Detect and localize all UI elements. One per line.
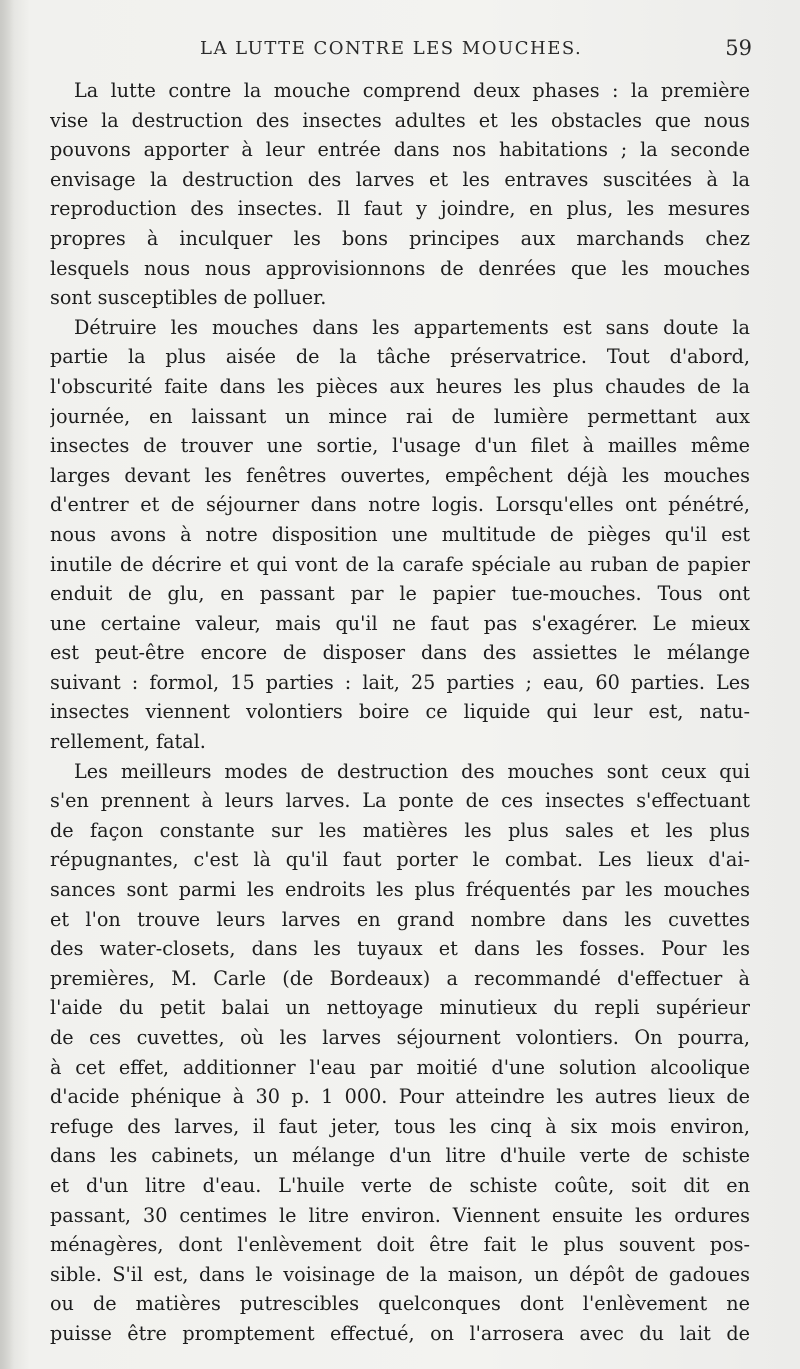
text-line: nous avons à notre disposition une multitude de pièges qu'il est: [50, 522, 750, 546]
text-line: sible. S'il est, dans le voisinage de la maison, un dépôt de gadoues: [50, 1262, 750, 1286]
text-line: et l'on trouve leurs larves en grand nombre dans les cuvettes: [50, 907, 750, 931]
text-line: insectes viennent volontiers boire ce liquide qui leur est, natu-: [50, 700, 750, 724]
text-line: à cet effet, additionner l'eau par moitié d'une solution alcoolique: [50, 1055, 750, 1079]
text-line: premières, M. Carle (de Bordeaux) a recommandé d'effectuer à: [50, 966, 750, 990]
text-line: et d'un litre d'eau. L'huile verte de schiste coûte, soit dit en: [50, 1173, 750, 1197]
paragraph: [50, 76, 750, 313]
text-line: l'obscurité faite dans les pièces aux heures les plus chaudes de la: [50, 374, 750, 398]
text-line: La lutte contre la mouche comprend deux phases : la première: [74, 79, 750, 102]
text-line: de ces cuvettes, où les larves séjournent volontiers. On pourra,: [50, 1026, 750, 1049]
text-line: pouvons apporter à leur entrée dans nos habitations ; la seconde: [50, 138, 750, 162]
text-line: s'en prennent à leurs larves. La ponte de ces insectes s'effectuant: [50, 789, 750, 813]
body-text: [50, 76, 750, 1349]
text-line: enduit de glu, en passant par le papier tue-mouches. Tous ont: [50, 582, 750, 606]
text-line: ou de matières putrescibles quelconques dont l'enlèvement ne: [50, 1292, 750, 1316]
running-head: [50, 38, 752, 68]
page-number: 59: [725, 36, 752, 60]
text-line: dans les cabinets, un mélange d'un litre d'huile verte de schiste: [50, 1144, 750, 1168]
paragraph: [50, 757, 750, 1349]
text-line: passant, 30 centimes le litre environ. Viennent ensuite les ordures: [50, 1203, 750, 1227]
text-line: partie la plus aisée de la tâche préservatrice. Tout d'abord,: [50, 345, 750, 369]
text-line: insectes de trouver une sortie, l'usage d'un filet à mailles même: [50, 434, 750, 458]
text-line: puisse être promptement effectué, on l'arrosera avec du lait de: [50, 1321, 750, 1345]
text-line: sances sont parmi les endroits les plus fréquentés par les mouches: [50, 878, 750, 902]
text-line: suivant : formol, 15 parties : lait, 25 parties ; eau, 60 parties. Les: [50, 670, 750, 694]
text-line: des water-closets, dans les tuyaux et dans les fosses. Pour les: [50, 937, 750, 961]
text-line: lesquels nous nous approvisionnons de denrées que les mouches: [50, 256, 750, 280]
text-line: larges devant les fenêtres ouvertes, empêchent déjà les mouches: [50, 463, 750, 487]
text-line: refuge des larves, il faut jeter, tous les cinq à six mois environ,: [50, 1114, 750, 1138]
text-line: Les meilleurs modes de destruction des mouches sont ceux qui: [74, 759, 750, 783]
text-line: d'entrer et de séjourner dans notre logis. Lorsqu'elles ont pénétré,: [50, 493, 750, 517]
text-line: répugnantes, c'est là qu'il faut porter le combat. Les lieux d'ai-: [50, 848, 750, 872]
text-line: sont susceptibles de polluer.: [50, 286, 327, 310]
text-line: l'aide du petit balai un nettoyage minutieux du repli supérieur: [50, 996, 750, 1020]
text-line: Détruire les mouches dans les appartements est sans doute la: [74, 315, 750, 339]
text-line: rellement, fatal.: [50, 730, 206, 754]
text-line: d'acide phénique à 30 p. 1 000. Pour atteindre les autres lieux de: [50, 1085, 750, 1109]
paragraph: [50, 313, 750, 757]
text-line: une certaine valeur, mais qu'il ne faut pas s'exagérer. Le mieux: [50, 611, 750, 635]
text-line: inutile de décrire et qui vont de la carafe spéciale au ruban de papier: [50, 552, 750, 576]
text-line: journée, en laissant un mince rai de lumière permettant aux: [50, 404, 750, 428]
text-line: reproduction des insectes. Il faut y joindre, en plus, les mesures: [50, 197, 750, 221]
text-line: de façon constante sur les matières les plus sales et les plus: [50, 818, 750, 842]
text-line: ménagères, dont l'enlèvement doit être fait le plus souvent pos-: [50, 1233, 750, 1257]
text-line: vise la destruction des insectes adultes et les obstacles que nous: [50, 108, 750, 132]
text-line: propres à inculquer les bons principes aux marchands chez: [50, 226, 750, 250]
running-title: LA LUTTE CONTRE LES MOUCHES.: [200, 38, 583, 59]
text-line: envisage la destruction des larves et les entraves suscitées à la: [50, 167, 750, 191]
text-line: est peut-être encore de disposer dans des assiettes le mélange: [50, 641, 750, 665]
